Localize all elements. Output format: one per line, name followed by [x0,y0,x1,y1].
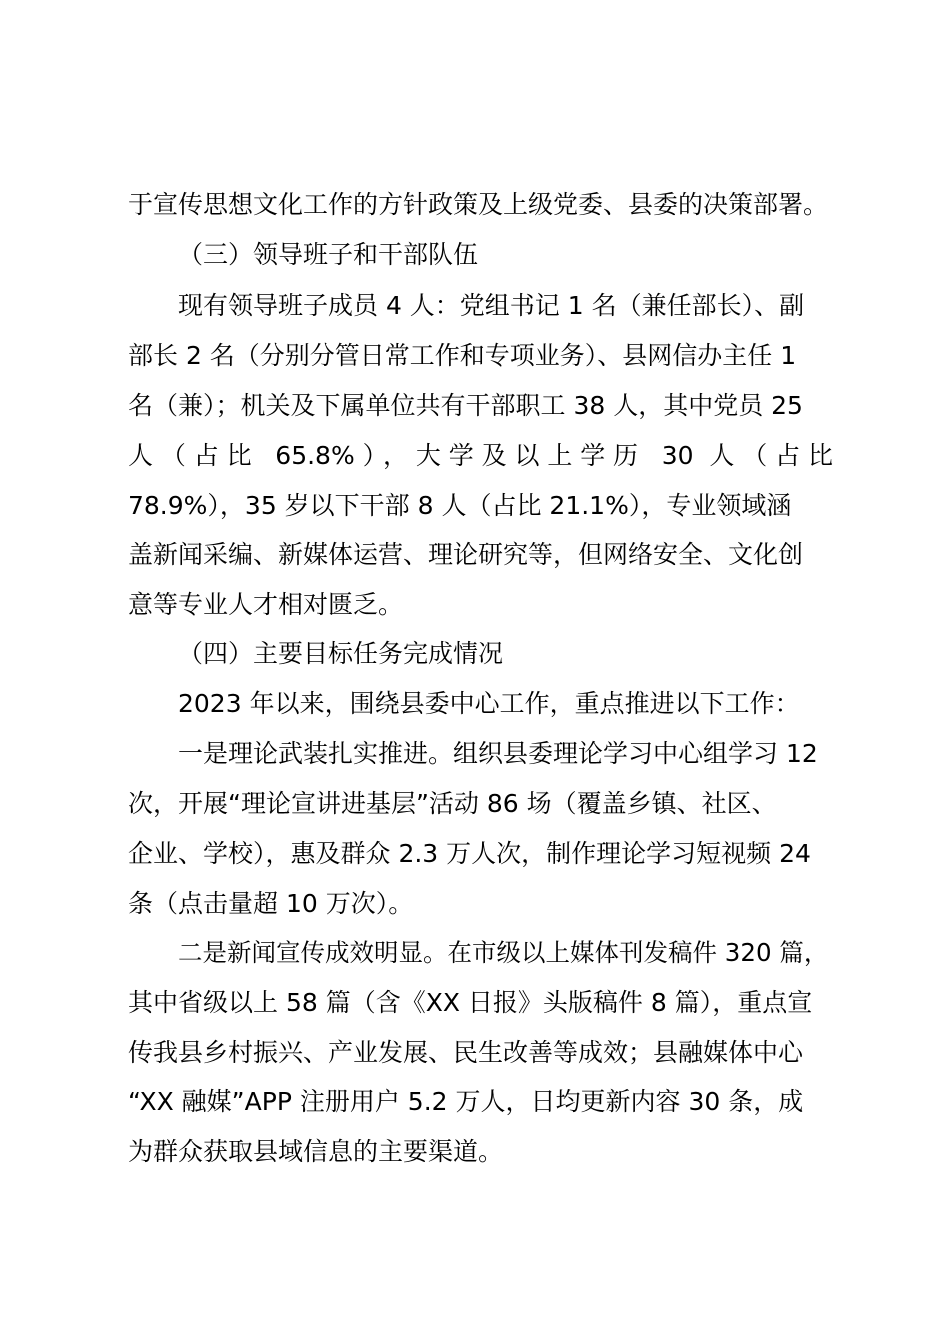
text-line: 于宣传思想文化工作的方针政策及上级党委、县委的决策部署。 [128,190,829,219]
text-line: 部长 2 名（分别分管日常工作和专项业务）、县网信办主任 1 [128,341,797,370]
text-line: 传我县乡村振兴、产业发展、民生改善等成效；县融媒体中心 [128,1038,804,1067]
text-line: 条（点击量超 10 万次）。 [128,889,414,918]
text-line: 名（兼）；机关及下属单位共有干部职工 38 人，其中党员 25 [128,391,803,420]
text-line: 意等专业人才相对匮乏。 [128,590,404,619]
text-line: 二是新闻宣传成效明显。在市级以上媒体刊发稿件 320 篇， [178,938,829,967]
text-line: “XX 融媒”APP 注册用户 5.2 万人，日均更新内容 30 条，成 [128,1087,804,1116]
section-heading: （四）主要目标任务完成情况 [178,639,504,668]
text-line: 企业、学校），惠及群众 2.3 万人次，制作理论学习短视频 24 [128,839,811,868]
text-line: 2023 年以来，围绕县委中心工作，重点推进以下工作： [178,689,800,718]
text-line: 其中省级以上 58 篇（含《XX 日报》头版稿件 8 篇），重点宣 [128,988,813,1017]
text-line: 次，开展“理论宣讲进基层”活动 86 场（覆盖乡镇、社区、 [128,789,777,818]
text-line: 人（占比 65.8%），大学及以上学历 30 人（占比 [128,441,833,470]
text-line: 现有领导班子成员 4 人：党组书记 1 名（兼任部长）、副 [178,291,805,320]
section-heading: （三）领导班子和干部队伍 [178,240,479,269]
text-line: 盖新闻采编、新媒体运营、理论研究等，但网络安全、文化创 [128,540,804,569]
text-line: 78.9%），35 岁以下干部 8 人（占比 21.1%），专业领域涵 [128,491,792,520]
text-line: 一是理论武装扎实推进。组织县委理论学习中心组学习 12 [178,739,818,768]
text-line: 为群众获取县域信息的主要渠道。 [128,1137,504,1166]
